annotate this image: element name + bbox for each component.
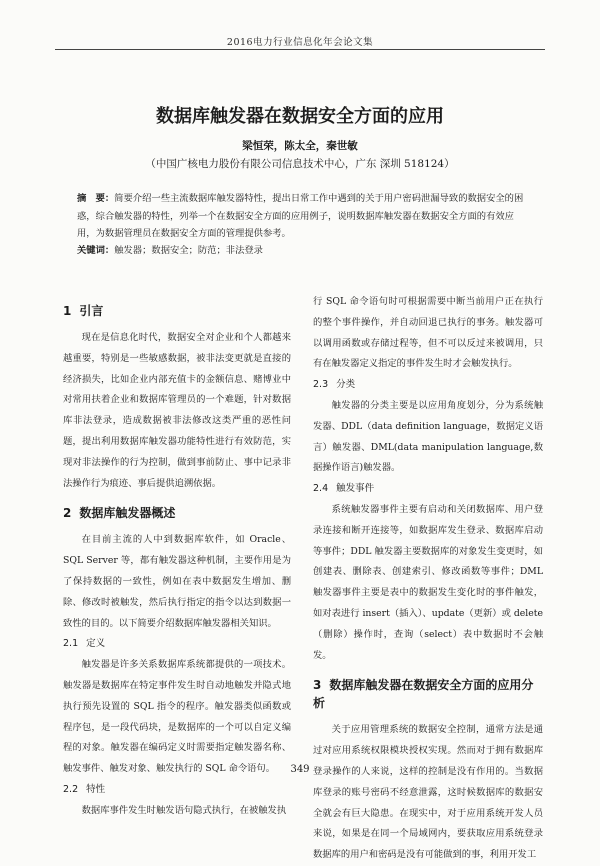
running-header: 2016电力行业信息化年会论文集 — [226, 37, 374, 48]
page-number: 349 — [290, 764, 310, 775]
paragraph: 在目前主流的人中到数据库软件，如 Oracle、SQL Server 等，都有触发器这种机制，主要作用是为了保持数据的一致性，例如在表中数据发生增加、删除、修改时被触发，然后执行指定的指令以达到数据一致性的目的。以下简要介绍数据库触发器相关知识。 — [63, 534, 291, 629]
subsection-heading-2-3: 2.3 分类 — [313, 379, 356, 391]
keywords-text: 触发器；数据安全；防范；非法登录 — [114, 245, 263, 256]
authors: 梁恒荣，陈太全，秦世敏 — [242, 140, 358, 152]
subsection-heading-2-1: 2.1 定义 — [63, 638, 106, 650]
keywords-label: 关键词： — [77, 245, 115, 256]
header-rule — [55, 49, 545, 50]
paragraph: 行 SQL 命令语句时可根据需要中断当前用户正在执行的整个事件操作，并自动回退已执行的事务。触发器可以调用函数或存储过程等，但不可以反过来被调用，只有在触发器定义指定的事件发生时才会触发执行。 — [313, 296, 543, 370]
right-column — [313, 292, 543, 866]
left-column — [63, 292, 291, 822]
section-heading-1: 1 引言 — [63, 304, 104, 318]
paper-title: 数据库触发器在数据安全方面的应用 — [156, 106, 444, 127]
paragraph: 关于应用管理系统的数据安全控制，通常方法是通过对应用系统权限模块授权实现。然而对于拥有数据库登录操作的人来说，这样的控制是没有作用的。当数据库登录的账号密码不经意泄露，这时候数据库的数据安全就会有巨大隐患。在现实中，对于应用系统开发人员来说，如果是在同一个局域网内，要获取应用系统登录数据库的用户和密码是没有可能做到的事，利用开发工 — [313, 724, 543, 861]
subsection-heading-2-4: 2.4 触发事件 — [313, 483, 375, 495]
paragraph: 系统触发器事件主要有启动和关闭数据库、用户登录连接和断开连接等，如数据库发生登录、数据库启动等事件；DDL 触发器主要数据库的对象发生变更时，如创建表、删除表、创建索引、修改函数等事件；DML 触发器事件主要是表中的数据发生变化时的事件触发，如对表进行 insert（插入）、update（更新）或 delete（删除）操作时，查询（select）表中数据时不会触发。 — [313, 503, 543, 661]
subsection-heading-2-2: 2.2 特性 — [63, 783, 106, 795]
section-heading-2: 2 数据库触发器概述 — [63, 506, 176, 521]
paragraph: 数据库事件发生时触发语句隐式执行，在被触发执 — [81, 804, 287, 816]
paragraph: 触发器是许多关系数据库系统都提供的一项技术。触发器是数据库在特定事件发生时自动地触发并隐式地执行预先设置的 SQL 指令的程序。触发器类似函数或程序包，是一段代码块，是数据库的一个可以自定义编程的对象。触发器在编码定义时需要指定触发器名称、触发事件、触发对象、触发执行的 SQL 命令语句。 — [63, 659, 291, 775]
paragraph: 现在是信息化时代，数据安全对企业和个人都越来越重要，特别是一些敏感数据，被非法变更就是直接的经济损失，比如企业内部充值卡的金额信息、赌博业中对常用扶着企业和数据库管理员的一个难题，针对数据库非法登录，造成数据被非法修改这类严重的恶性问题，提出利用数据库触发器功能特性进行有效防范，实现对非法操作的行为控制，做到事前防止、事中记录非法操作行为痕迹、事后提供追溯依据。 — [63, 332, 291, 489]
abstract-text: 简要介绍一些主流数据库触发器特性，提出日常工作中遇到的关于用户密码泄漏导致的数据安全的困惑，综合触发器的特性，列举一个在数据安全方面的应用例子，说明数据库触发器在数据安全方面的有效应用，为数据管理员在数据安全方面的管理提供参考。 — [77, 193, 524, 239]
abstract — [77, 190, 532, 243]
paragraph: 触发器的分类主要是以应用角度划分，分为系统触发器、DDL（data definition language，数据定义语言）触发器、DML(data manipulation language,数据操作语言)触发器。 — [313, 399, 543, 474]
section-heading-3: 3 数据库触发器在数据安全方面的应用分析 — [313, 678, 534, 711]
keywords — [77, 242, 532, 256]
abstract-label: 摘 要： — [77, 193, 115, 204]
affiliation: （中国广核电力股份有限公司信息技术中心，广东 深圳 518124） — [145, 158, 455, 170]
